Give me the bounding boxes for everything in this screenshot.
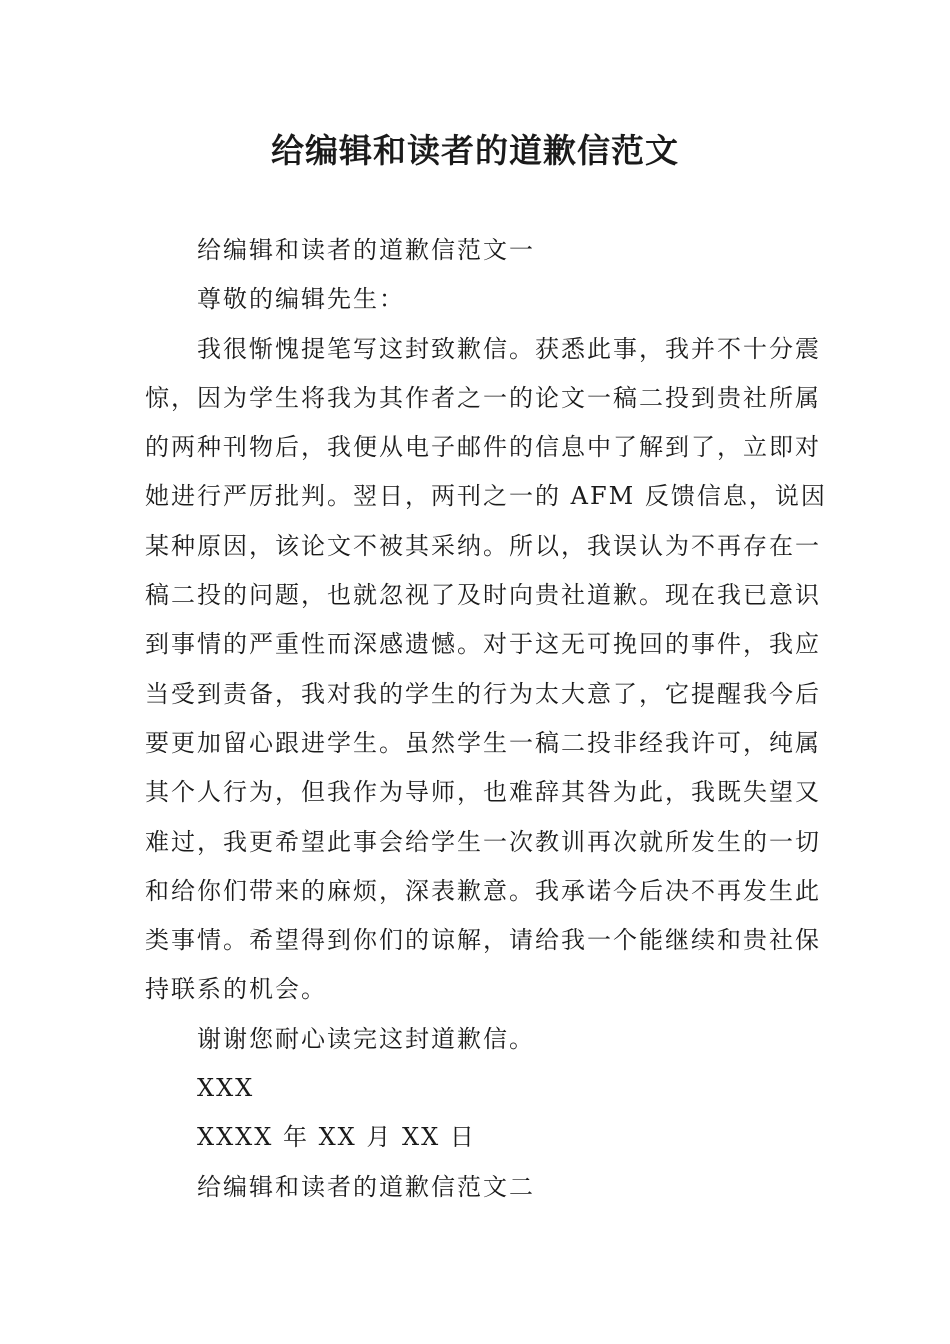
letter-body-paragraph: 我很惭愧提笔写这封致歉信。获悉此事，我并不十分震惊，因为学生将我为其作者之一的论文一稿二投到贵社所属的两种刊物后，我便从电子邮件的信息中了解到了，立即对她进行严厉批判。翌日，两刊之一的 AFM 反馈信息，说因某种原因，该论文不被其采纳。所以，我误认为不再存在一稿二投的问题，也就忽视了及时向贵社道歉。现在我已意识到事情的严重性而深感遗憾。对于这无可挽回的事件，我应当受到责备，我对我的学生的行为太大意了，它提醒我今后要更加留心跟进学生。虽然学生一稿二投非经我许可，纯属其个人行为，但我作为导师，也难辞其咎为此，我既失望又难过，我更希望此事会给学生一次教训再次就所发生的一切和给你们带来的麻烦，深表歉意。我承诺今后决不再发生此类事情。希望得到你们的谅解，请给我一个能继续和贵社保持联系的机会。	[145, 334, 827, 1004]
document-title: 给编辑和读者的道歉信范文	[271, 131, 679, 170]
signature-name: XXX	[197, 1074, 255, 1103]
closing-line: 谢谢您耐心读完这封道歉信。	[197, 1024, 535, 1053]
signature-date: XXXX 年 XX 月 XX 日	[197, 1123, 476, 1152]
section-heading-1: 给编辑和读者的道歉信范文一	[197, 236, 535, 264]
document-body	[145, 226, 835, 1212]
salutation: 尊敬的编辑先生：	[197, 285, 405, 314]
section-heading-2: 给编辑和读者的道歉信范文二	[197, 1172, 535, 1201]
